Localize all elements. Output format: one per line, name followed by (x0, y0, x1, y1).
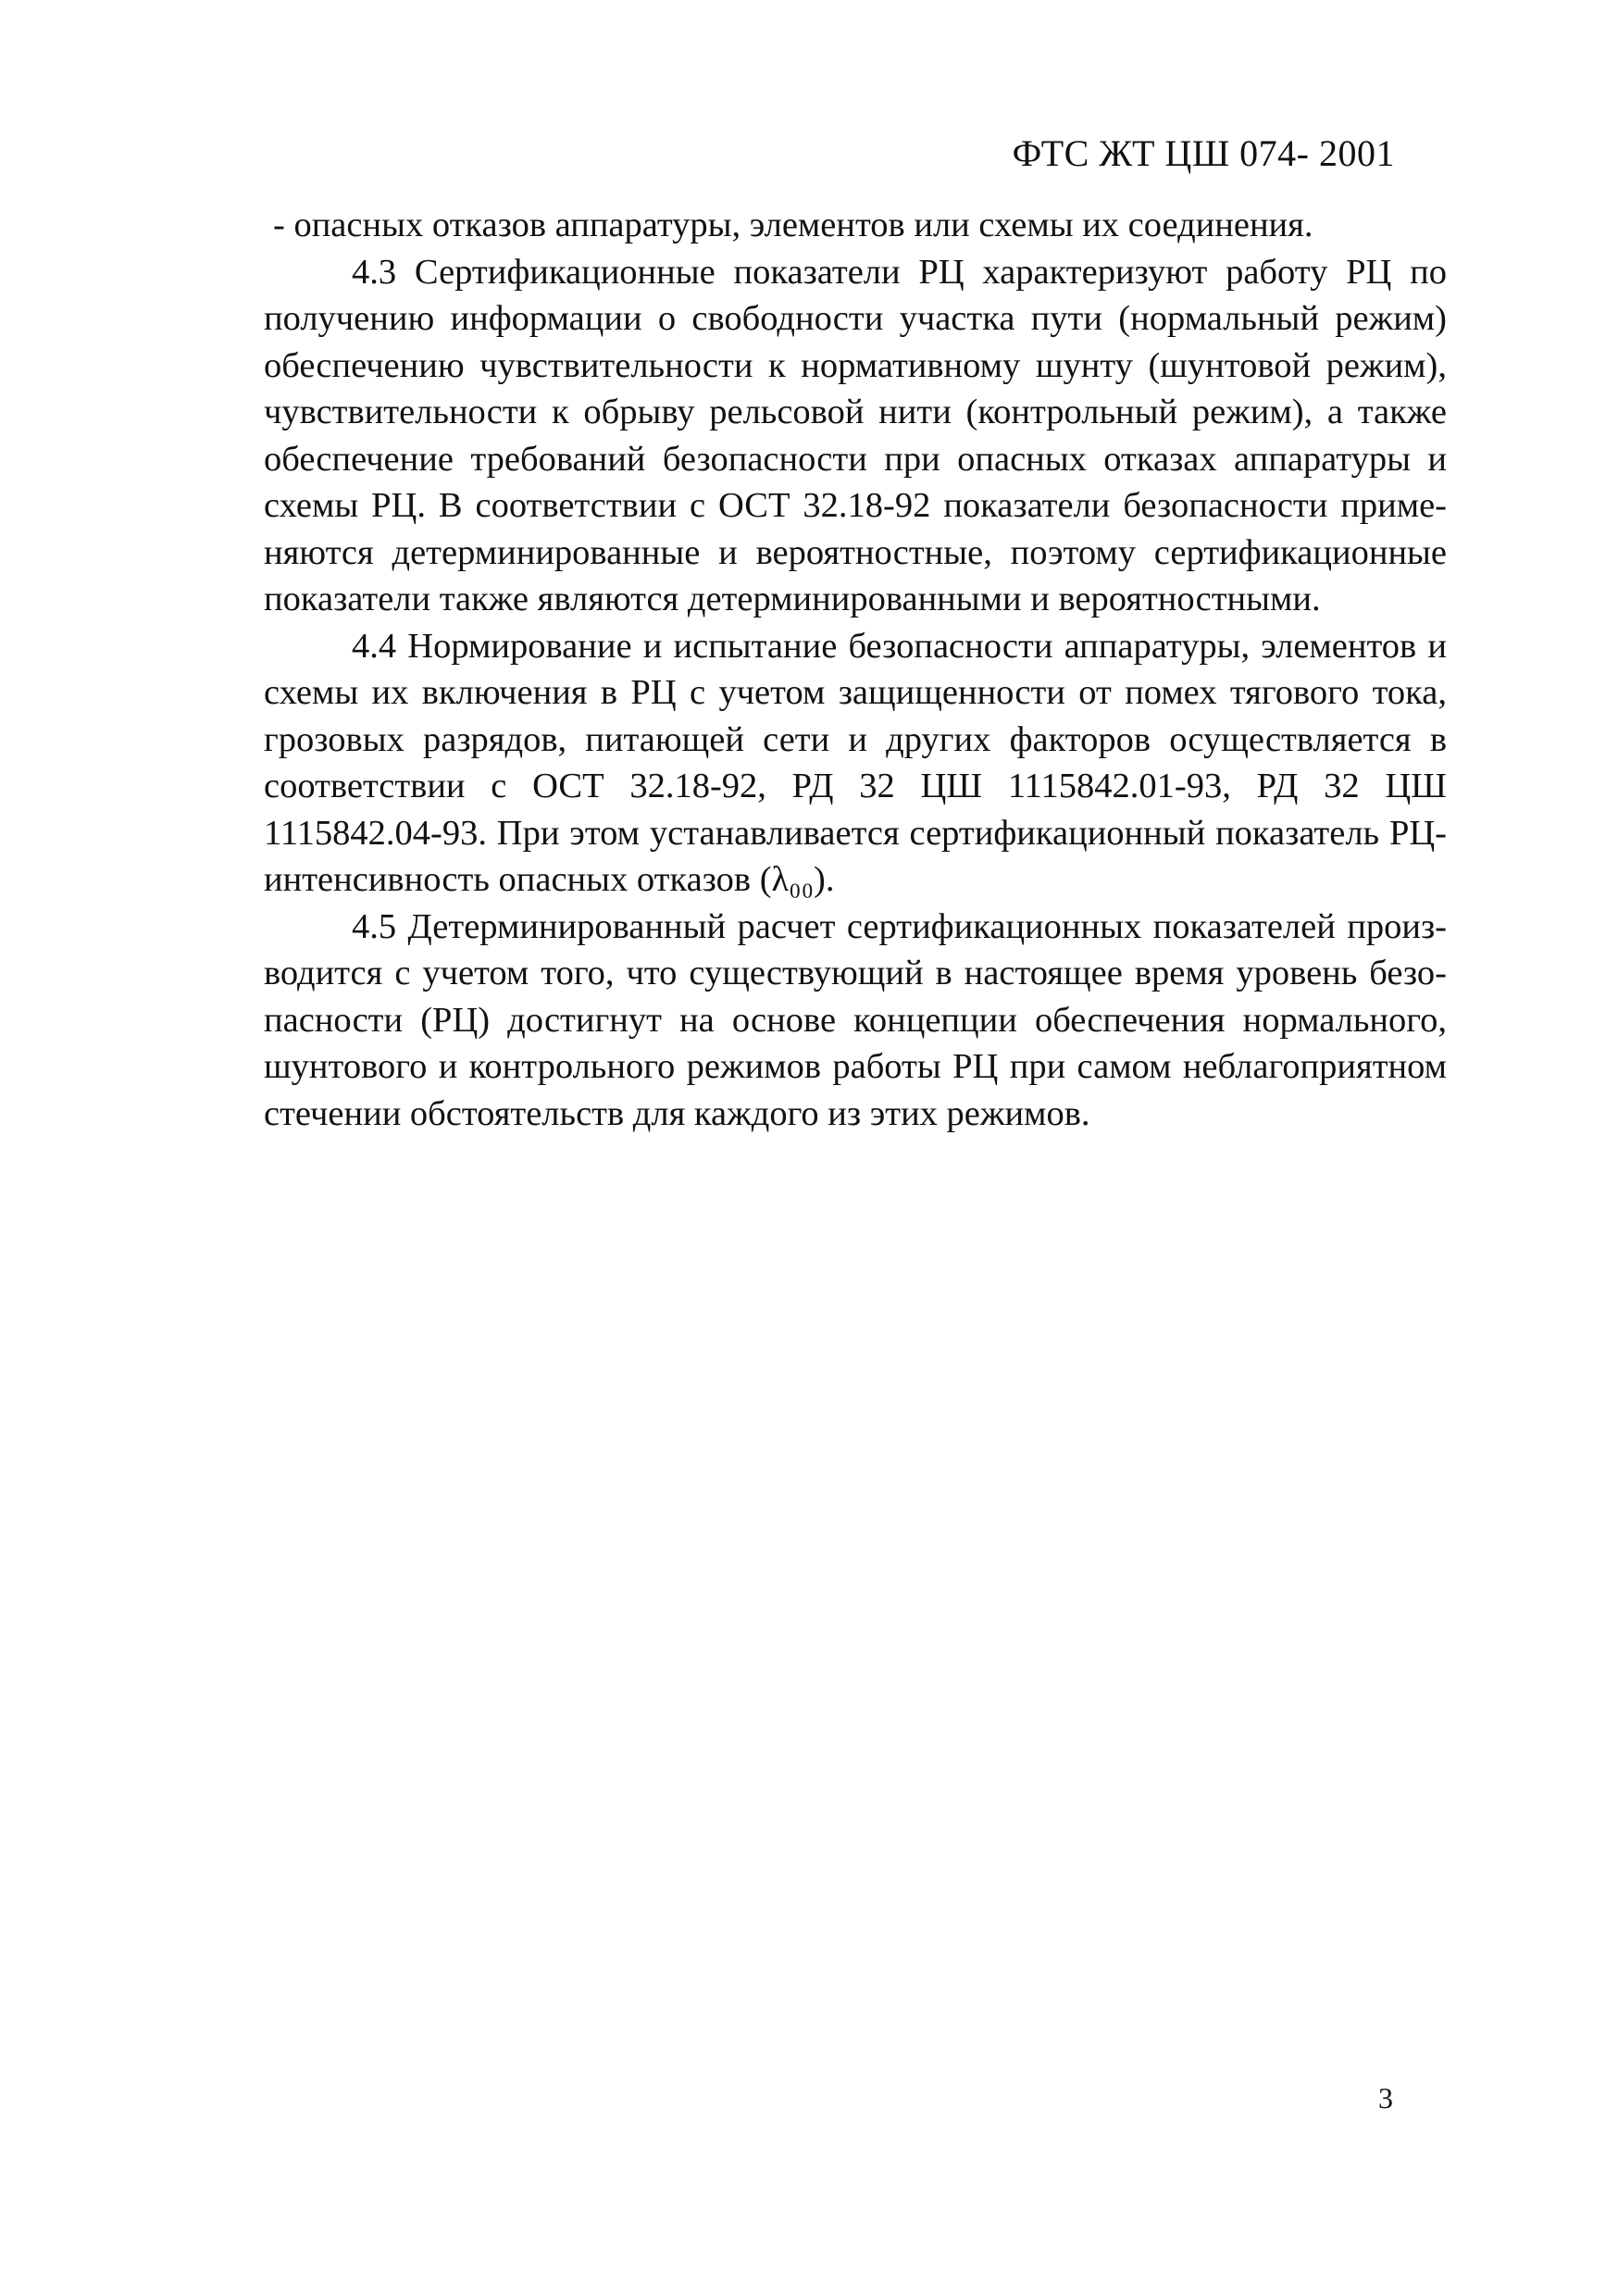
paragraph-4-4-first-line: 4.4 Нормирование и испытание безопасности аппаратуры, элементов и (352, 626, 1447, 666)
text-line: схемы их включения в РЦ с учетом защищенности от помех тягового тока, (264, 673, 1447, 712)
text-line: грозовых разрядов, питающей сети и других факторов осуществляется в (264, 719, 1447, 759)
text-line: пасности (РЦ) достигнут на основе концепции обеспечения нормального, (264, 1000, 1447, 1040)
text-line: водится с учетом того, что существующий в настоящее время уровень безо- (264, 954, 1447, 992)
text-line: получению информации о свободности участка пути (нормальный режим) (264, 299, 1447, 338)
page-number: 3 (1378, 2081, 1393, 2115)
text-line: соответствии с ОСТ 32.18-92, РД 32 ЦШ 1115842.01-93, РД 32 ЦШ (264, 767, 1447, 805)
text-line: стечении обстоятельств для каждого из этих режимов. (264, 1093, 1090, 1133)
paragraph-4-5-first-line: 4.5 Детерминированный расчет сертификационных показателей произ- (352, 906, 1447, 946)
text-line: няются детерминированные и вероятностные, поэтому сертификационные (264, 532, 1447, 572)
text-line: схемы РЦ. В соответствии с ОСТ 32.18-92 показатели безопасности приме- (264, 486, 1447, 525)
text-line: обеспечению чувствительности к нормативному шунту (шунтовой режим), (264, 345, 1447, 385)
text-line: 1115842.04-93. При этом устанавливается сертификационный показатель РЦ- (264, 813, 1447, 853)
text-line: показатели также являются детерминированными и вероятностными. (264, 580, 1321, 618)
paragraph-4-3-first-line: 4.3 Сертификационные показатели РЦ характеризуют работу РЦ по (352, 252, 1447, 292)
text-line: обеспечение требований безопасности при опасных отказах аппаратуры и (264, 439, 1447, 479)
text-line: чувствительности к обрыву рельсовой нити (контрольный режим), а также (264, 393, 1447, 431)
text-line: шунтового и контрольного режимов работы РЦ при самом неблагоприятном (264, 1047, 1447, 1086)
text-line: - опасных отказов аппаратуры, элементов или схемы их соединения. (273, 206, 1313, 244)
document-code-header: ФТС ЖТ ЦШ 074- 2001 (1012, 132, 1395, 174)
text-line: интенсивность опасных отказов (λ₀₀). (264, 860, 835, 899)
body-text (264, 202, 1447, 1137)
